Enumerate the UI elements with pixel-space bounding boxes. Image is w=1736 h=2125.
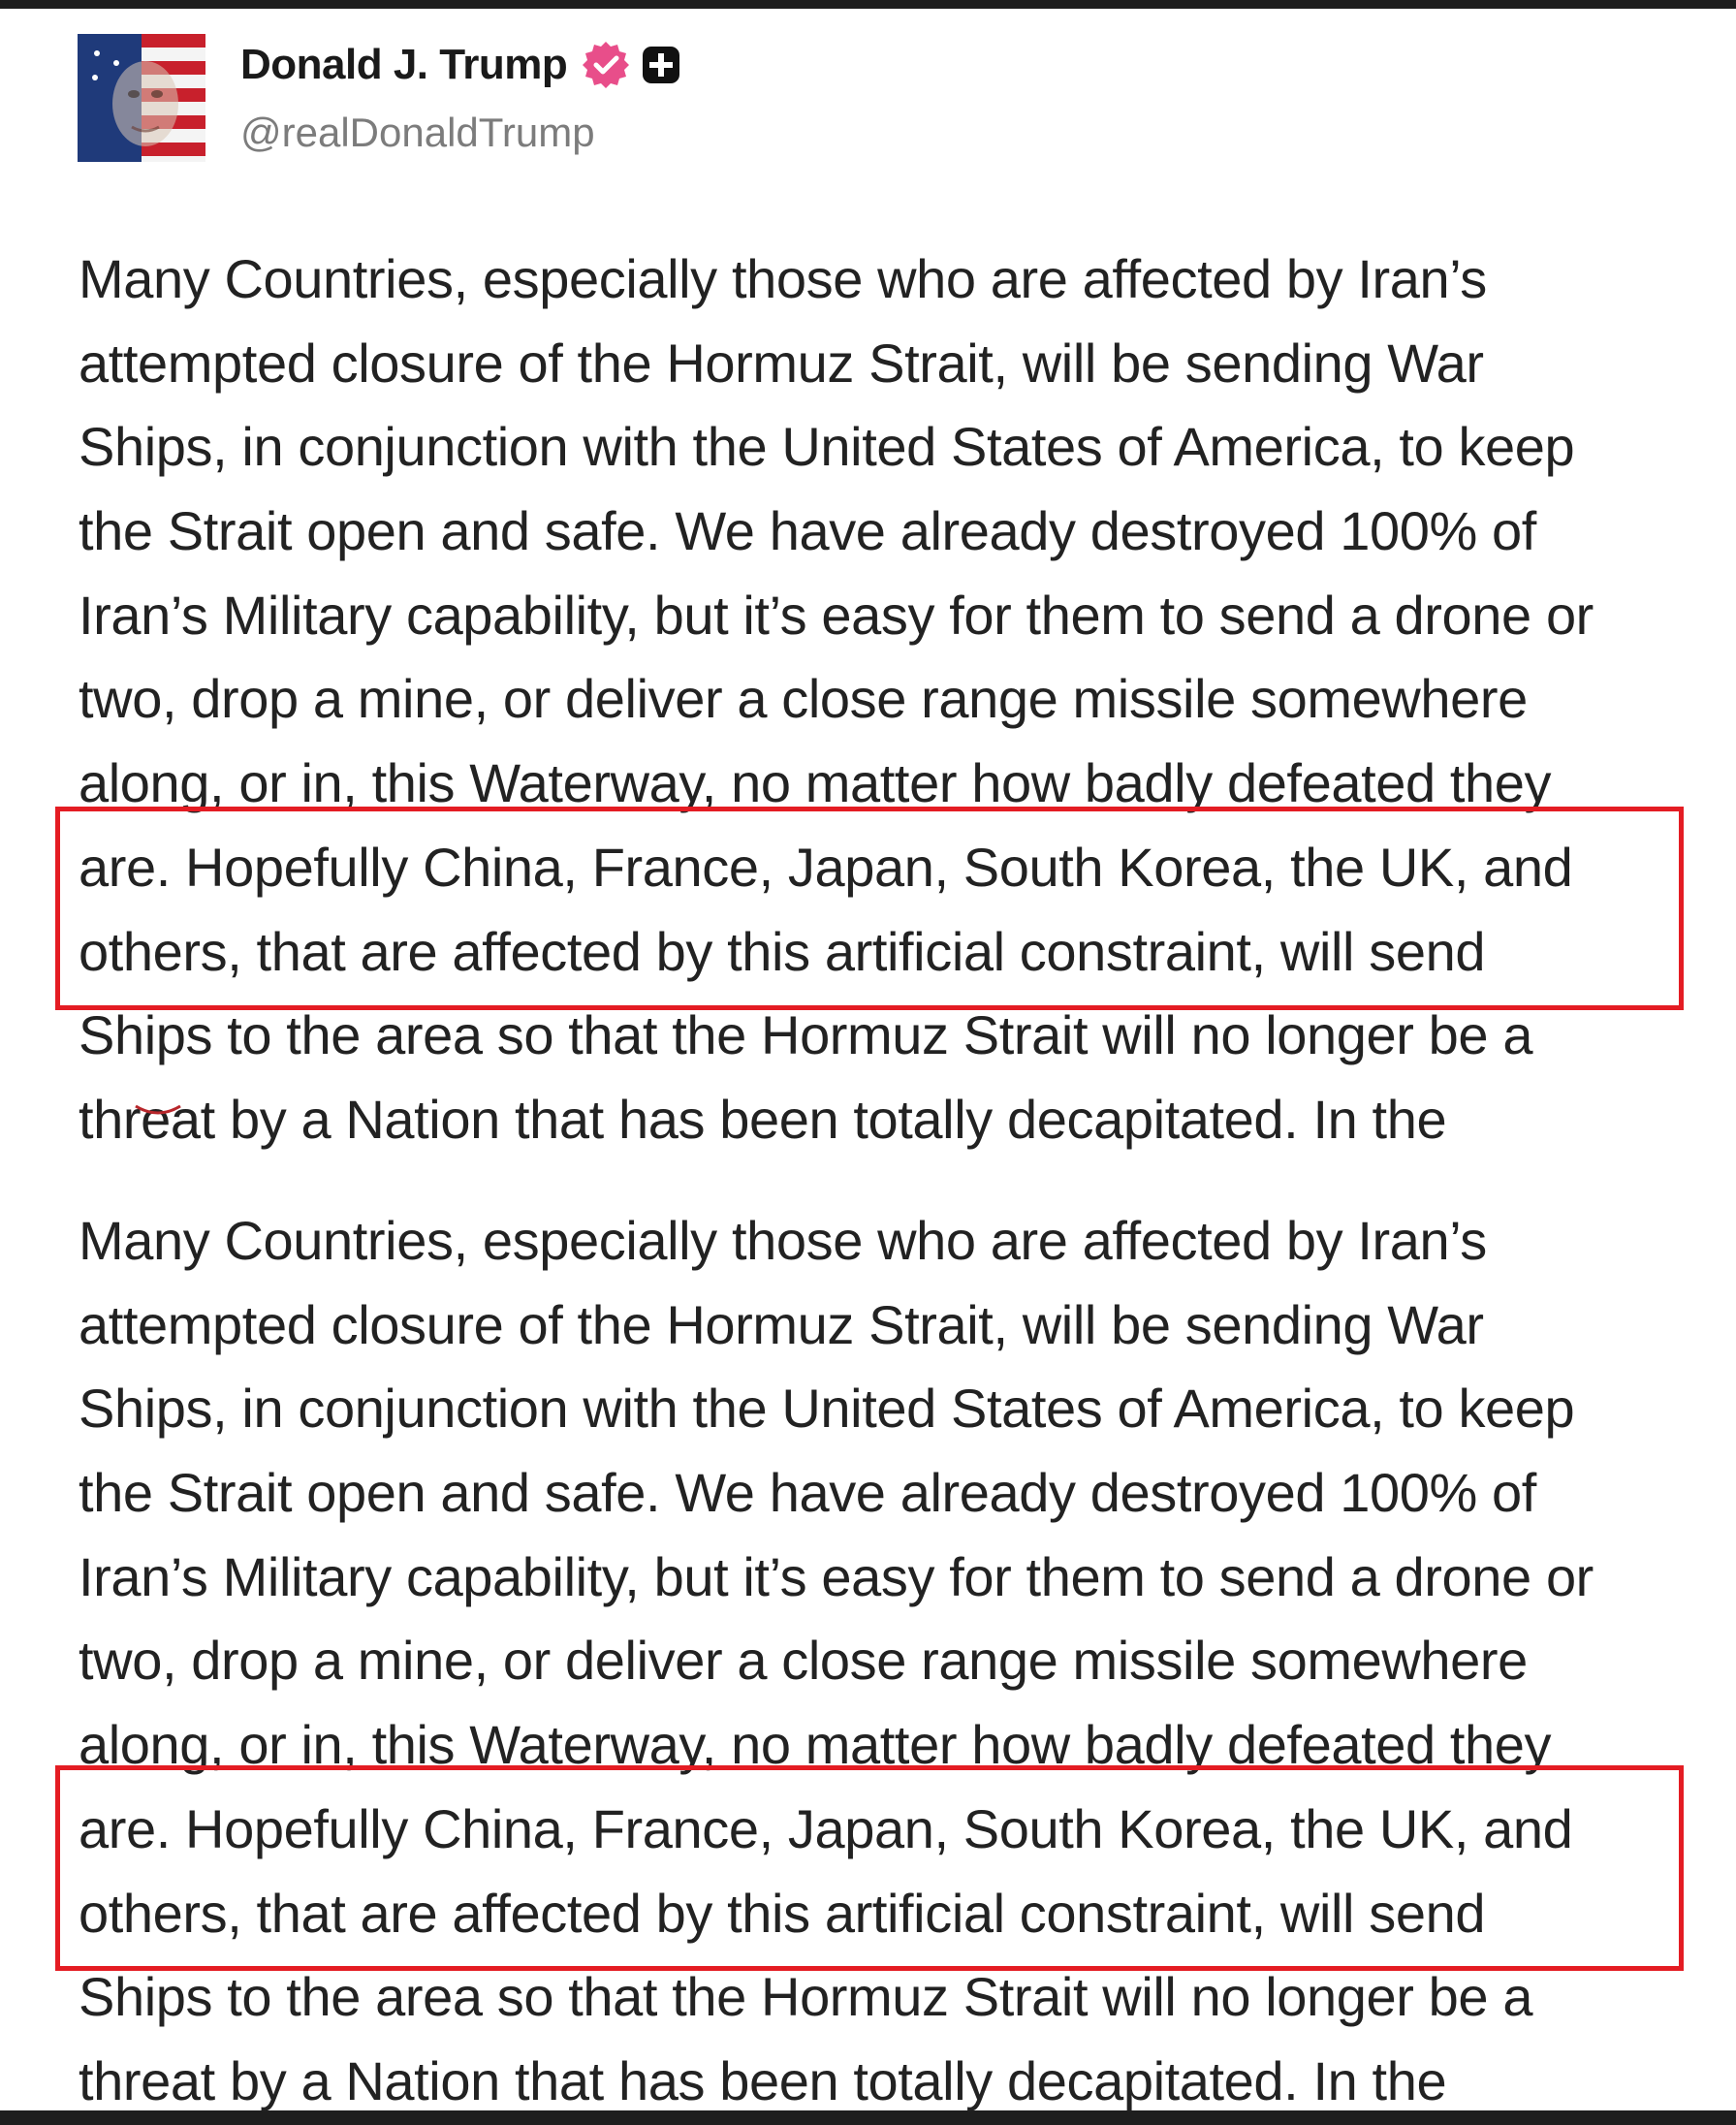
post-line: Ships to the area so that the Hormuz Strait will no longer be a xyxy=(79,1966,1533,2028)
post-line-cut: threat by a Nation that has been totally decapitated. In the xyxy=(79,1088,1447,1150)
post-line: attempted closure of the Hormuz Strait, will be sending War xyxy=(79,1293,1484,1355)
post-line: two, drop a mine, or deliver a close range missile somewhere xyxy=(79,668,1528,730)
post-line: attempted closure of the Hormuz Strait, will be sending War xyxy=(79,332,1484,394)
post-line: others, that are affected by this artificial constraint, will send xyxy=(79,1882,1486,1944)
display-name[interactable]: Donald J. Trump xyxy=(240,41,568,88)
post-line: Ships to the area so that the Hormuz Strait will no longer be a xyxy=(79,1004,1533,1066)
post-line: two, drop a mine, or deliver a close range missile somewhere xyxy=(79,1630,1528,1692)
post-line: the Strait open and safe. We have already destroyed 100% of xyxy=(79,1462,1536,1524)
post-line: Iran’s Military capability, but it’s easy for them to send a drone or xyxy=(79,1545,1594,1607)
post-line: along, or in, this Waterway, no matter how badly defeated they xyxy=(79,752,1552,814)
highlight-box-1 xyxy=(55,807,1684,1010)
post-line: Many Countries, especially those who are affected by Iran’s xyxy=(79,1210,1487,1271)
post-line: Iran’s Military capability, but it’s easy for them to send a drone or xyxy=(79,584,1594,646)
user-handle[interactable]: @realDonaldTrump xyxy=(240,110,595,155)
post-line: are. Hopefully China, France, Japan, South Korea, the UK, and xyxy=(79,1797,1573,1859)
post-line: the Strait open and safe. We have already destroyed 100% of xyxy=(79,500,1536,562)
post-line: others, that are affected by this artificial constraint, will send xyxy=(79,920,1486,982)
post-line: Many Countries, especially those who are affected by Iran’s xyxy=(79,248,1487,309)
post-text-2 xyxy=(79,1199,1726,2124)
crop-artifact-mark xyxy=(134,1104,182,1120)
post-screenshot xyxy=(0,9,1736,2110)
post-line: along, or in, this Waterway, no matter how badly defeated they xyxy=(79,1714,1552,1776)
post-line: Ships, in conjunction with the United States of America, to keep xyxy=(79,416,1575,478)
post-line: Ships, in conjunction with the United States of America, to keep xyxy=(79,1378,1575,1440)
highlight-box-2 xyxy=(55,1765,1684,1971)
post-line: are. Hopefully China, France, Japan, South Korea, the UK, and xyxy=(79,836,1573,898)
post-line: threat by a Nation that has been totally decapitated. In the xyxy=(79,2049,1447,2111)
